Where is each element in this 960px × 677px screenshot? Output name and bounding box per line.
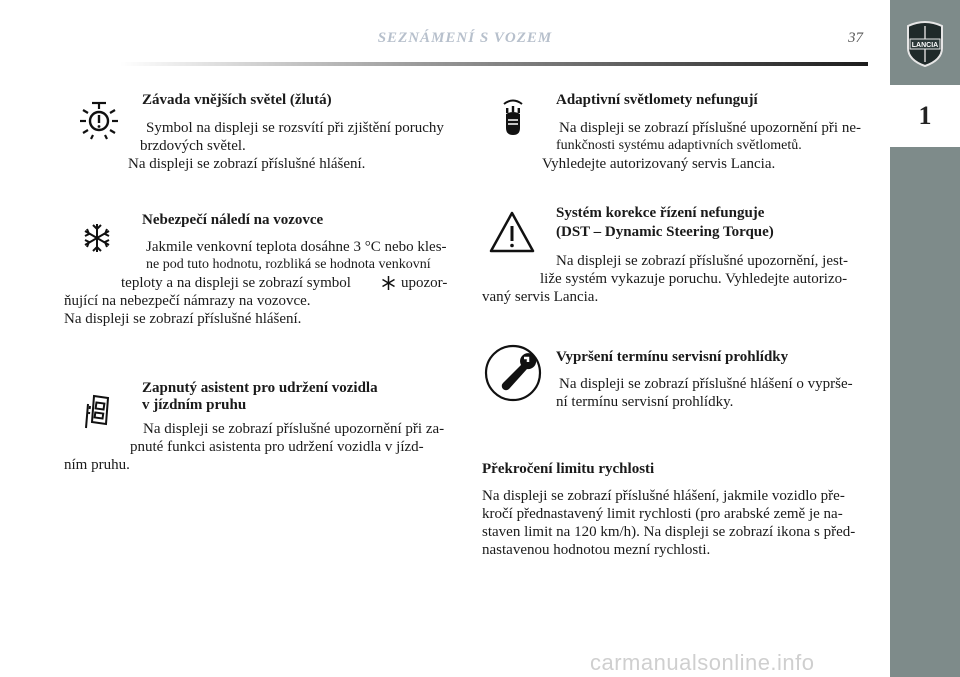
ice-text-6: Na displeji se zobrazí příslušné hlášení. <box>64 311 302 327</box>
svg-text:LANCIA: LANCIA <box>911 42 939 49</box>
ice-text-2: ne pod tuto hodnotu, rozbliká se hodnota venkovní <box>146 257 431 272</box>
steering-text-1: Na displeji se zobrazí příslušné upozornění, jest- <box>556 253 849 269</box>
exterior-lights-text-3: Na displeji se zobrazí příslušné hlášení. <box>128 156 366 172</box>
page-header <box>0 0 890 70</box>
page-number: 37 <box>848 30 863 46</box>
wrench-icon <box>483 343 543 403</box>
adaptive-lights-text-1: Na displeji se zobrazí příslušné upozornění při ne- <box>559 120 861 136</box>
header-rule <box>120 62 868 66</box>
service-title: Vypršení termínu servisní prohlídky <box>556 349 789 365</box>
service-text-1: Na displeji se zobrazí příslušné hlášení o vyprše- <box>559 376 853 392</box>
adaptive-lights-title: Adaptivní světlomety nefungují <box>556 92 758 108</box>
adaptive-lights-text-3: Vyhledejte autorizovaný servis Lancia. <box>542 156 776 172</box>
steering-title-1: Systém korekce řízení nefunguje <box>556 205 765 221</box>
lane-assist-icon <box>84 392 114 432</box>
snowflake-inline-icon <box>381 275 396 291</box>
exterior-light-fault-icon <box>78 100 120 140</box>
lane-assist-text-1: Na displeji se zobrazí příslušné upozornění při za- <box>143 421 445 437</box>
watermark: carmanualsonline.info <box>590 650 815 675</box>
warning-triangle-icon <box>488 210 536 254</box>
chapter-number: 1 <box>890 85 960 147</box>
exterior-lights-title: Závada vnějších světel (žlutá) <box>142 92 332 108</box>
speed-limit-text-1: Na displeji se zobrazí příslušné hlášení, jakmile vozidlo pře- <box>482 488 845 504</box>
ice-text-1: Jakmile venkovní teplota dosáhne 3 °C nebo kles- <box>146 239 447 255</box>
lane-assist-text-2: pnuté funkci asistenta pro udržení vozidla v jízd- <box>130 439 424 455</box>
speed-limit-text-2: kročí přednastavený limit rychlosti (pro arabské země je na- <box>482 506 843 522</box>
lancia-logo <box>904 20 946 68</box>
exterior-lights-text-1: Symbol na displeji se rozsvítí při zjištění poruchy <box>146 120 444 136</box>
ice-text-5: ňující na nebezpečí námrazy na vozovce. <box>64 293 311 309</box>
speed-limit-text-4: nastavenou hodnotou mezní rychlosti. <box>482 542 711 558</box>
steering-text-3: vaný servis Lancia. <box>482 289 599 305</box>
speed-limit-text-3: staven limit na 120 km/h). Na displeji se zobrazí ikona s před- <box>482 524 856 540</box>
adaptive-headlight-icon <box>498 98 528 138</box>
ice-title: Nebezpečí náledí na vozovce <box>142 212 324 228</box>
lane-assist-title-1: Zapnutý asistent pro udržení vozidla <box>142 380 378 396</box>
chapter-side-tab <box>890 0 960 677</box>
lane-assist-text-3: ním pruhu. <box>64 457 130 473</box>
steering-text-2: liže systém vykazuje poruchu. Vyhledejte autorizo- <box>540 271 848 287</box>
lane-assist-title-2: v jízdním pruhu <box>142 397 247 413</box>
ice-text-4: upozor- <box>401 275 448 291</box>
ice-text-3: teploty a na displeji se zobrazí symbol <box>121 275 351 291</box>
adaptive-lights-text-2: funkčnosti systému adaptivních světlometů. <box>556 138 802 153</box>
snowflake-icon <box>82 222 112 254</box>
running-title: SEZNÁMENÍ S VOZEM <box>377 30 553 46</box>
steering-title-2: (DST – Dynamic Steering Torque) <box>556 224 774 240</box>
exterior-lights-text-2: brzdových světel. <box>140 138 246 154</box>
speed-limit-title: Překročení limitu rychlosti <box>482 461 655 477</box>
service-text-2: ní termínu servisní prohlídky. <box>556 394 734 410</box>
